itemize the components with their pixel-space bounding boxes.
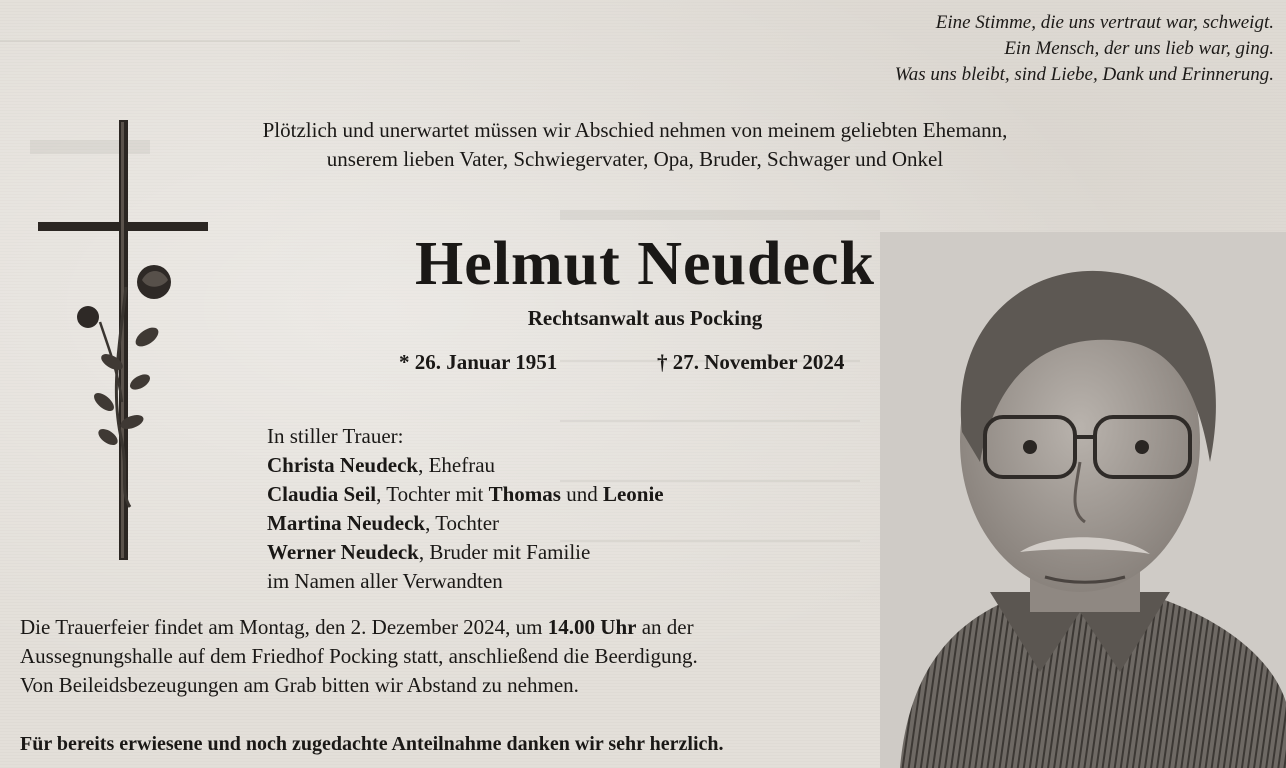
mourner-name: Leonie [602, 482, 664, 506]
mourner-relation: , Bruder mit Familie [418, 540, 591, 564]
bleed-through-line [560, 210, 880, 220]
intro-text [160, 116, 1110, 174]
service-line: Aussegnungshalle auf dem Friedhof Pocking statt, anschließend die Beerdigung. [20, 644, 698, 668]
cross-with-rose-icon [30, 112, 220, 572]
mourners-closing: im Namen aller Verwandten [267, 569, 503, 593]
mourner-name: Werner Neudeck [267, 540, 419, 564]
mourner-relation: und [560, 482, 603, 506]
mourner-relation: , Tochter [425, 511, 500, 535]
mourner-name: Thomas [488, 482, 561, 506]
birth-date: * 26. Januar 1951 [399, 350, 558, 374]
poem-line: Ein Mensch, der uns lieb war, ging. [1004, 38, 1274, 59]
service-time: 14.00 Uhr [547, 615, 637, 639]
deceased-name: Helmut Neudeck [414, 230, 876, 298]
deceased-profession: Rechtsanwalt aus Pocking [527, 306, 763, 330]
service-text: an der [636, 615, 694, 639]
mourner-name: Claudia Seil [267, 482, 377, 506]
poem-line: Eine Stimme, die uns vertraut war, schweigt. [935, 12, 1274, 33]
death-date: † 27. November 2024 [657, 350, 845, 374]
mourner-name: Christa Neudeck [267, 453, 419, 477]
mourner-line [267, 480, 827, 509]
intro-line: unserem lieben Vater, Schwiegervater, Opa, Bruder, Schwager und Onkel [326, 147, 944, 171]
service-line [20, 613, 900, 642]
portrait-photo [880, 232, 1286, 768]
mourner-relation: , Ehefrau [418, 453, 496, 477]
bleed-through-line [0, 40, 520, 42]
poem-line: Was uns bleibt, sind Liebe, Dank und Erinnerung. [894, 64, 1274, 85]
intro-line: Plötzlich und unerwartet müssen wir Abschied nehmen von meinem geliebten Ehemann, [262, 118, 1008, 142]
service-text: Die Trauerfeier findet am Montag, den 2. Dezember 2024, um [20, 615, 548, 639]
service-info [20, 613, 900, 700]
mourner-line [267, 451, 827, 480]
mourners-heading: In stiller Trauer: [267, 424, 404, 448]
mourner-relation: , Tochter mit [376, 482, 489, 506]
service-line: Von Beileidsbezeugungen am Grab bitten wir Abstand zu nehmen. [20, 673, 579, 697]
mourner-line [267, 538, 827, 567]
thanks-text: Für bereits erwiesene und noch zugedachte Anteilnahme danken wir sehr herzlich. [20, 733, 724, 755]
mourner-name: Martina Neudeck [267, 511, 426, 535]
poem [714, 10, 1274, 88]
mourner-line [267, 509, 827, 538]
mourners-list [267, 422, 827, 596]
